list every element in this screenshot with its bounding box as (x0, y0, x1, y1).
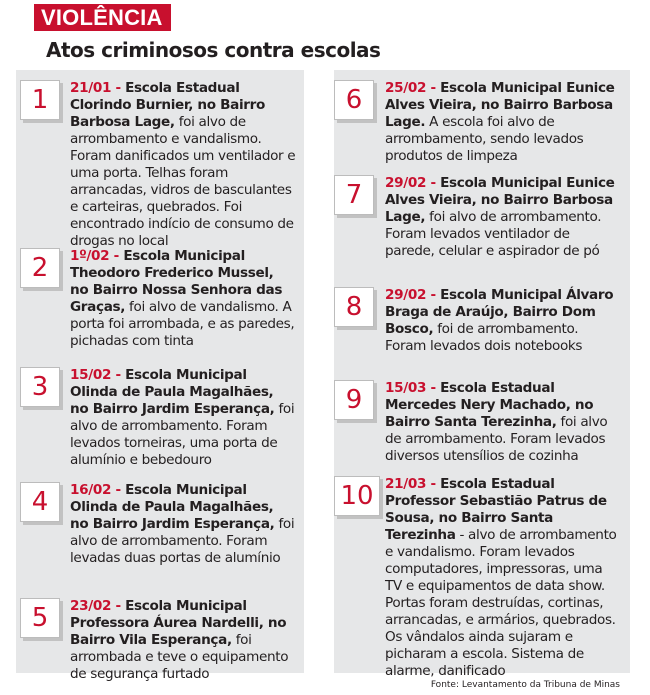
list-item (385, 476, 623, 680)
section-tag: VIOLÊNCIA (34, 4, 171, 31)
entry-description: foi alvo de arrombamento. Foram levadas duas portas de alumínio (70, 516, 295, 566)
entry-separator: - (111, 80, 126, 96)
entry-description: - alvo de arrombamento e vandalismo. Foram levados computadores, impressoras, uma TV e equipamentos de data show. Portas foram destruídas, cortinas, arrancadas, e armários, quebrados. Os vândalos ainda sujaram e picharam a escola. Sistema de alarme, danificado (385, 527, 617, 679)
source-credit: Fonte: Levantamento da Tribuna de Minas (430, 680, 620, 690)
list-item (70, 598, 296, 683)
list-item (70, 248, 296, 350)
entry-separator: - (426, 80, 441, 96)
list-item (70, 80, 296, 250)
list-item (70, 367, 296, 469)
entry-separator: - (426, 380, 441, 396)
entry-school: Escola Estadual Mercedes Nery Machado, no Bairro Santa Terezinha, (385, 380, 594, 430)
entry-date: 15/03 (385, 380, 427, 396)
entry-date: 29/02 (385, 175, 427, 191)
entry-description: foi alvo de arrombamento. Foram levados torneiras, uma porta de alumínio e bebedouro (70, 401, 295, 468)
entry-number: 5 (20, 598, 60, 638)
entry-description: foi alvo de vandalismo. A porta foi arrombada, e as paredes, pichadas com tinta (70, 299, 295, 349)
entry-date: 21/01 (70, 80, 112, 96)
entry-school: Escola Municipal Olinda de Paula Magalhães, no Bairro Jardim Esperança, (70, 367, 275, 417)
entry-separator: - (111, 367, 126, 383)
list-item (385, 287, 623, 355)
entry-school: Escola Municipal Eunice Alves Vieira, no Bairro Barbosa Lage, (385, 175, 615, 225)
entry-separator: - (111, 598, 126, 614)
entry-description: foi alvo de arrombamento. Foram levados diversos utensílios de cozinha (385, 414, 608, 464)
entry-separator: - (426, 175, 441, 191)
entry-number: 6 (334, 80, 374, 120)
list-item (385, 175, 623, 260)
entry-school: Escola Municipal Álvaro Braga de Araújo, Bairro Dom Bosco, (385, 287, 614, 337)
entry-separator: - (426, 287, 441, 303)
entry-date: 23/02 (70, 598, 112, 614)
entry-school: Escola Municipal Theodoro Frederico Mussel, no Bairro Nossa Senhora das Graças, (70, 248, 283, 315)
entry-school: Escola Estadual Clorindo Burnier, no Bairro Barbosa Lage, (70, 80, 265, 130)
entry-separator: - (426, 476, 441, 492)
entry-date: 29/02 (385, 287, 427, 303)
entry-description: foi alvo de arrombamento e vandalismo. Foram danificados um ventilador e uma porta. Telhas foram arrancadas, vidros de basculantes e carteiras, quebrados. Foi encontrado indício de consumo de drogas no local (70, 114, 296, 249)
entry-number: 3 (20, 367, 60, 407)
entry-date: 16/02 (70, 482, 112, 498)
list-item (385, 380, 623, 465)
list-item (385, 80, 623, 165)
page-title: Atos criminosos contra escolas (46, 38, 381, 62)
entry-number: 4 (20, 482, 60, 522)
list-item (70, 482, 296, 567)
entry-separator: - (109, 248, 124, 264)
entry-number: 1 (20, 80, 60, 120)
entry-description: foi arrombada e teve o equipamento de segurança furtado (70, 632, 289, 682)
entry-description: foi de arrombamento. Foram levados dois notebooks (385, 321, 583, 354)
entry-number: 8 (334, 287, 374, 327)
entry-date: 21/03 (385, 476, 427, 492)
entry-number: 2 (20, 248, 60, 288)
entry-number: 9 (334, 380, 374, 420)
entry-school: Escola Municipal Professora Áurea Nardelli, no Bairro Vila Esperança, (70, 598, 287, 648)
entry-date: 15/02 (70, 367, 112, 383)
entry-description: A escola foi alvo de arrombamento, sendo levados produtos de limpeza (385, 114, 584, 164)
entry-school: Escola Municipal Eunice Alves Vieira, no Bairro Barbosa Lage. (385, 80, 615, 130)
entry-school: Escola Municipal Olinda de Paula Magalhães, no Bairro Jardim Esperança, (70, 482, 275, 532)
entry-number: 10 (334, 476, 380, 516)
entry-number: 7 (334, 175, 374, 215)
entry-school: Escola Estadual Professor Sebastião Patrus de Sousa, no Bairro Santa Terezinha (385, 476, 607, 543)
entry-date: 25/02 (385, 80, 427, 96)
entry-separator: - (111, 482, 126, 498)
entry-date: 1º/02 (70, 248, 110, 264)
entry-description: foi alvo de arrombamento. Foram levados ventilador de parede, celular e aspirador de pó (385, 209, 602, 259)
